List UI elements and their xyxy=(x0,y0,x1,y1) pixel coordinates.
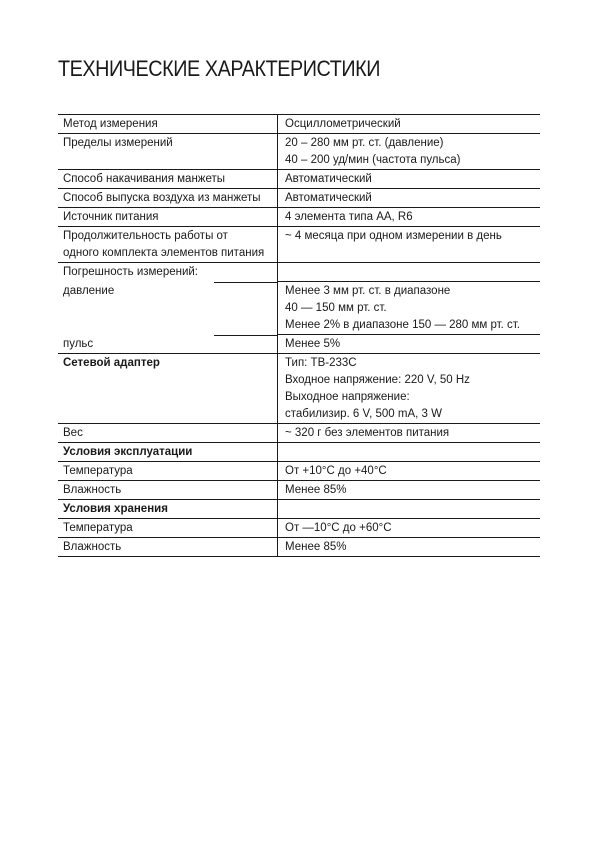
spec-value xyxy=(277,538,540,556)
spec-value-line: От +10°С до +40°С xyxy=(285,465,387,477)
spec-row-power-source xyxy=(58,208,540,227)
spec-label-line: Температура xyxy=(63,522,133,534)
spec-value xyxy=(277,424,540,442)
spec-label xyxy=(58,208,277,226)
spec-label-line: Способ выпуска воздуха из манжеты xyxy=(63,192,261,204)
spec-value xyxy=(277,335,540,353)
spec-label xyxy=(58,189,277,207)
spec-row-operating-conditions xyxy=(58,443,540,462)
spec-value xyxy=(277,189,540,207)
spec-row-storage-temperature xyxy=(58,519,540,538)
spec-value xyxy=(277,282,540,335)
spec-value-line: ~ 320 г без элементов питания xyxy=(285,427,450,439)
specifications-table xyxy=(58,114,540,557)
spec-label-line: Влажность xyxy=(63,484,122,496)
spec-label-line: Вес xyxy=(63,427,83,439)
spec-value-line: Автоматический xyxy=(285,173,372,185)
spec-value-line: Менее 2% в диапазоне 150 — 280 мм рт. ст. xyxy=(285,319,520,331)
spec-value-line: Менее 85% xyxy=(285,541,347,553)
spec-value-line: Менее 5% xyxy=(285,338,341,350)
spec-label xyxy=(58,538,277,556)
spec-label-line: Метод измерения xyxy=(63,118,158,130)
page-title: ТЕХНИЧЕСКИЕ ХАРАКТЕРИСТИКИ xyxy=(58,56,381,81)
spec-value-line: ~ 4 месяца при одном измерении в день xyxy=(285,230,502,242)
spec-value-line xyxy=(285,444,540,461)
spec-value xyxy=(277,115,540,133)
spec-value xyxy=(277,443,540,461)
spec-row-weight xyxy=(58,424,540,443)
spec-value-line: стабилизир. 6 V, 500 mA, 3 W xyxy=(285,408,442,420)
spec-label xyxy=(58,519,277,537)
spec-row-air-release xyxy=(58,189,540,208)
spec-value-line: 4 элемента типа АА, R6 xyxy=(285,211,413,223)
spec-value-line: Менее 3 мм рт. ст. в диапазоне xyxy=(285,285,451,297)
spec-label-line: Влажность xyxy=(63,541,122,553)
spec-value xyxy=(277,500,540,518)
spec-value-line: Тип: ТВ-233С xyxy=(285,357,357,369)
spec-label xyxy=(58,424,277,442)
spec-label xyxy=(58,134,277,169)
spec-label-line: пульс xyxy=(63,338,94,350)
spec-row-measurement-range xyxy=(58,134,540,170)
spec-row-storage-humidity xyxy=(58,538,540,557)
spec-value-line: Автоматический xyxy=(285,192,372,204)
spec-value-line: Выходное напряжение: xyxy=(285,391,410,403)
spec-value-line: От —10°С до +60°С xyxy=(285,522,392,534)
spec-row-accuracy-pulse xyxy=(58,335,540,354)
spec-label xyxy=(58,115,277,133)
spec-row-accuracy-pressure xyxy=(58,282,540,335)
spec-label-line: Продолжительность работы от xyxy=(63,230,228,242)
spec-value xyxy=(277,519,540,537)
spec-value-line xyxy=(285,501,540,518)
spec-value-line: Осциллометрический xyxy=(285,118,401,130)
spec-row-operating-humidity xyxy=(58,481,540,500)
spec-label-line: Погрешность измерений: xyxy=(63,266,199,278)
spec-row-battery-life xyxy=(58,227,540,263)
spec-value xyxy=(277,134,540,169)
spec-value-line: Входное напряжение: 220 V, 50 Hz xyxy=(285,374,470,386)
spec-value xyxy=(277,481,540,499)
spec-label-line: одного комплекта элементов питания xyxy=(63,247,265,259)
spec-value-line: Менее 85% xyxy=(285,484,347,496)
spec-label xyxy=(58,481,277,499)
spec-label xyxy=(58,282,277,335)
spec-value xyxy=(277,170,540,188)
spec-row-operating-temperature xyxy=(58,462,540,481)
spec-label-line: Способ накачивания манжеты xyxy=(63,173,226,185)
spec-row-measurement-method xyxy=(58,115,540,134)
spec-label xyxy=(58,462,277,480)
spec-value-line: 20 – 280 мм рт. ст. (давление) xyxy=(285,137,444,149)
spec-label xyxy=(58,227,277,262)
spec-label-line: Условия хранения xyxy=(63,503,168,515)
spec-label-line: Источник питания xyxy=(63,211,159,223)
spec-row-power-adapter xyxy=(58,354,540,424)
spec-value xyxy=(277,354,540,423)
spec-value-line: 40 – 200 уд/мин (частота пульса) xyxy=(285,154,461,166)
spec-value xyxy=(277,462,540,480)
spec-label xyxy=(58,335,277,353)
spec-value xyxy=(277,263,540,282)
spec-label xyxy=(58,354,277,423)
spec-value xyxy=(277,227,540,262)
spec-label-line: Условия эксплуатации xyxy=(63,446,193,458)
spec-value-line: 40 — 150 мм рт. ст. xyxy=(285,302,387,314)
spec-row-accuracy-header xyxy=(58,263,540,282)
spec-label xyxy=(58,170,277,188)
spec-value xyxy=(277,208,540,226)
spec-row-cuff-inflation xyxy=(58,170,540,189)
spec-value-line xyxy=(285,264,540,281)
spec-label-line: давление xyxy=(63,285,115,297)
spec-label-line: Температура xyxy=(63,465,133,477)
spec-label xyxy=(58,263,277,282)
spec-row-storage-conditions xyxy=(58,500,540,519)
spec-section-label xyxy=(58,443,277,461)
spec-label-line: Пределы измерений xyxy=(63,137,173,149)
spec-section-label xyxy=(58,500,277,518)
spec-label-line: Сетевой адаптер xyxy=(63,357,160,369)
